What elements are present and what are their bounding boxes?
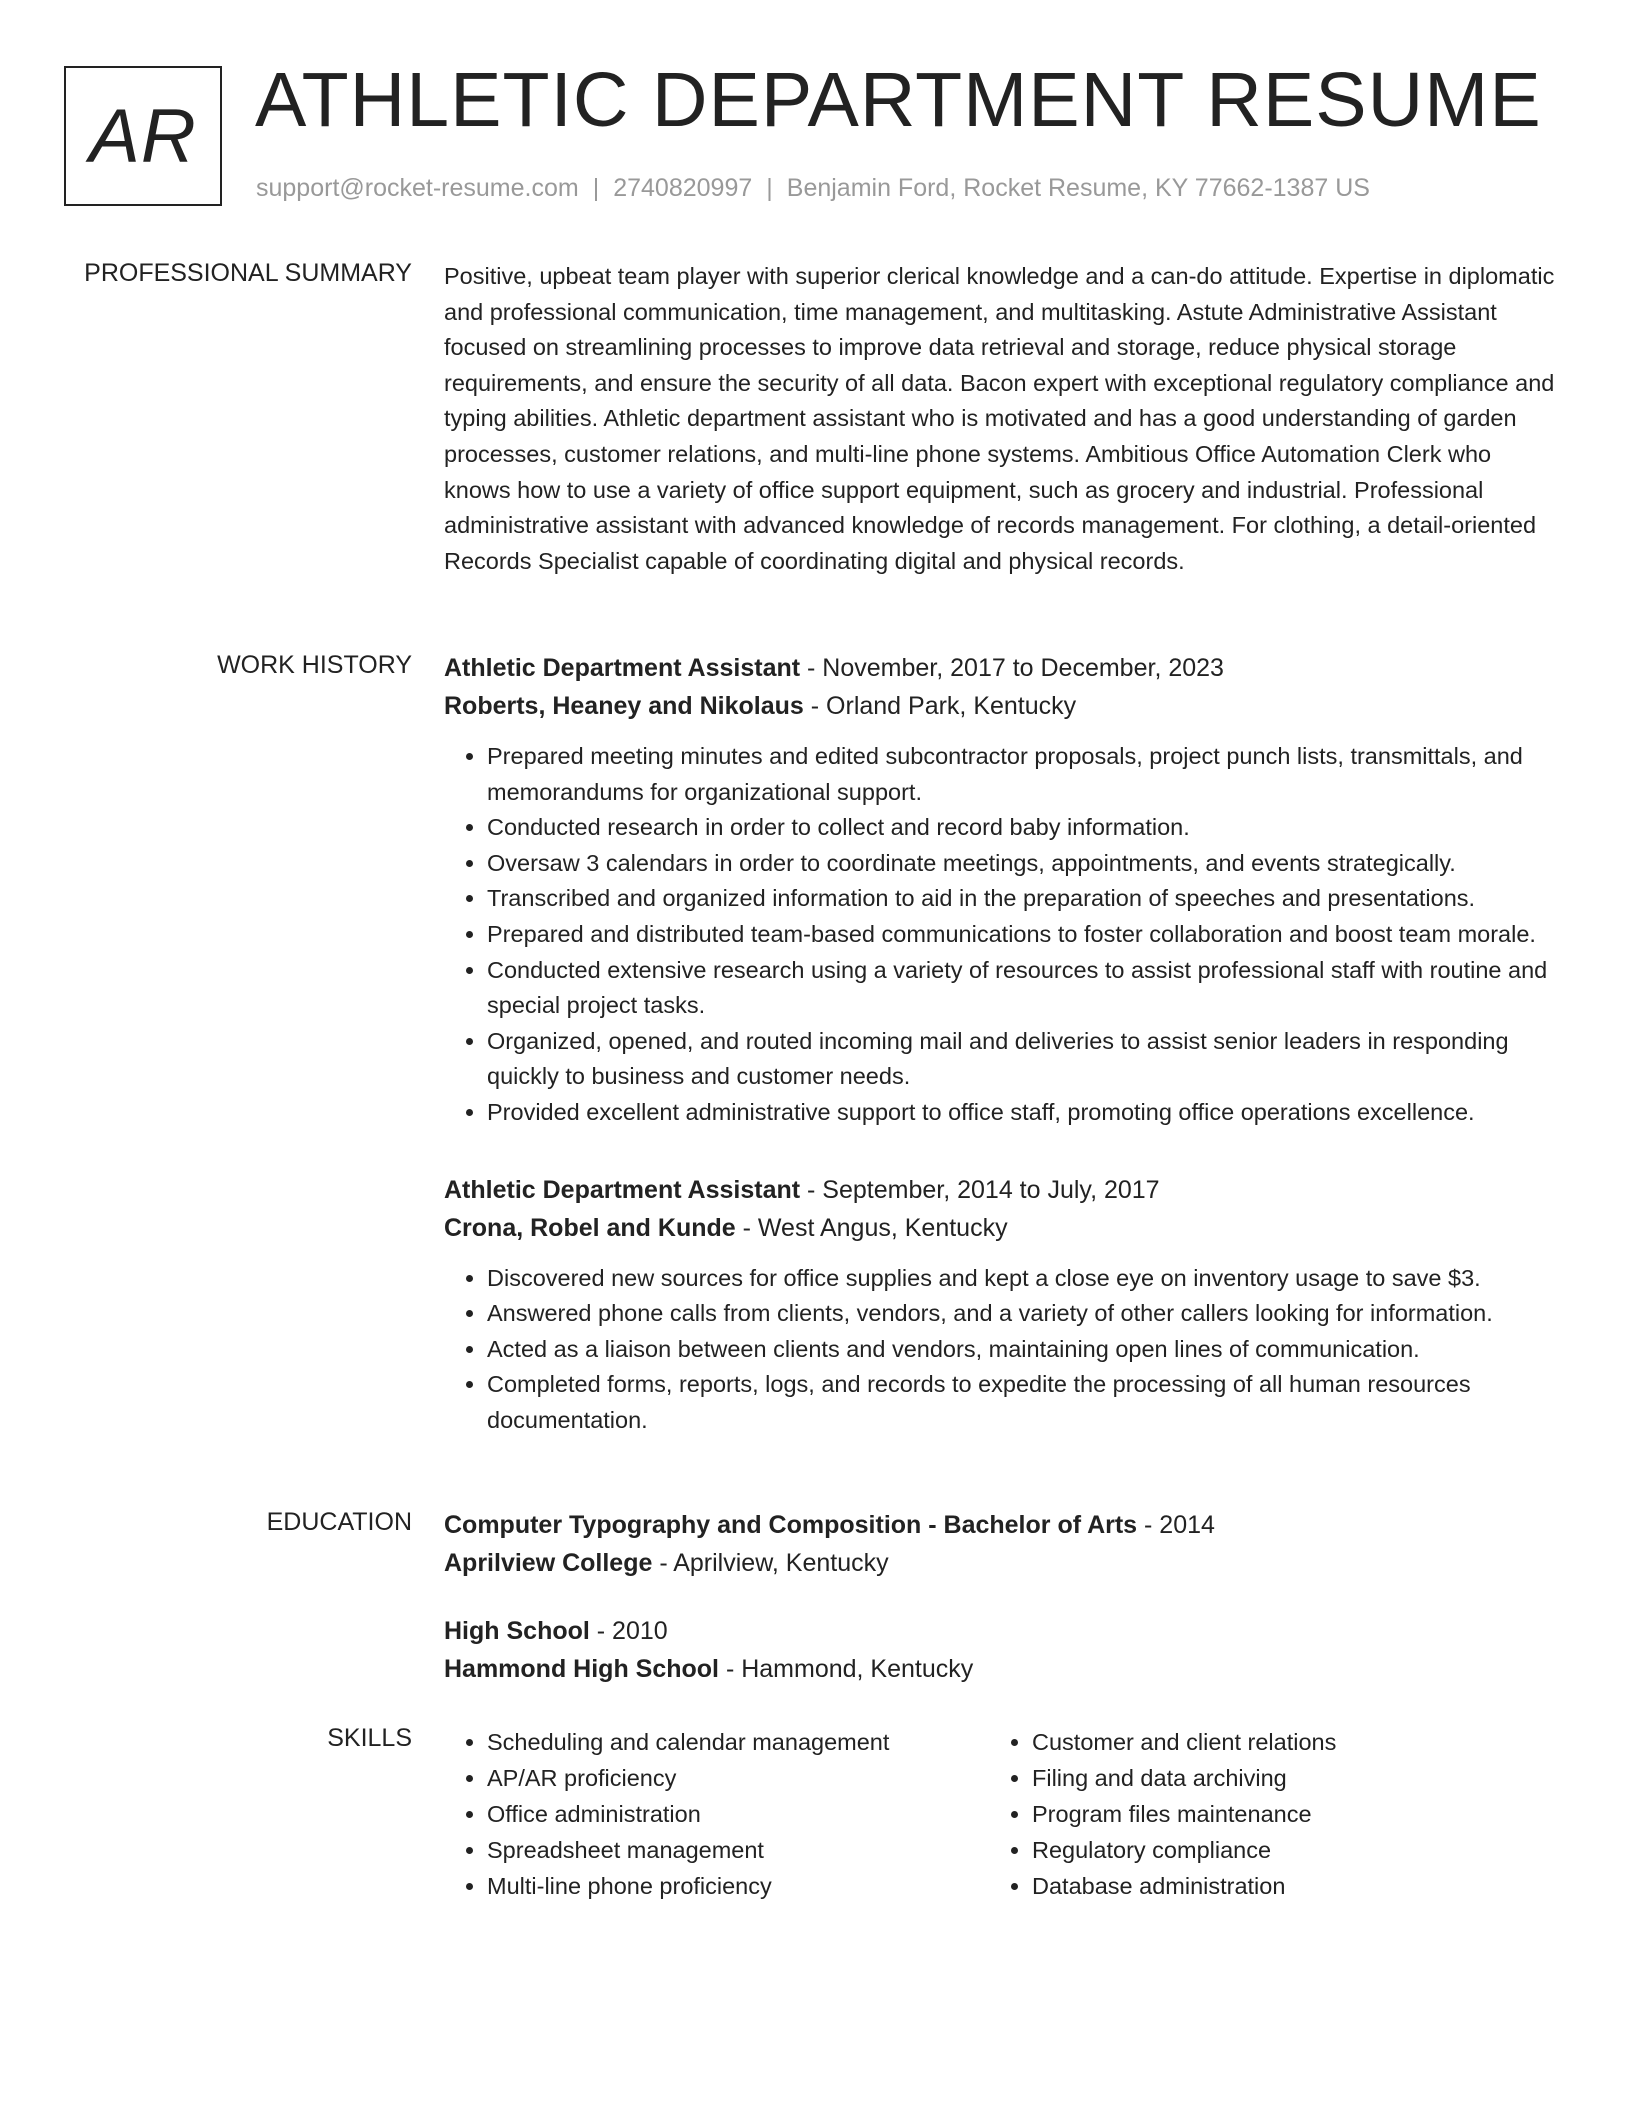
job-bullet: • Transcribed and organized information to aid in the preparation of speeches and presentations. (487, 881, 1559, 917)
job-bullet: • Conducted research in order to collect and record baby information. (487, 810, 1559, 846)
job-title: Athletic Department Assistant (444, 1175, 801, 1204)
job-bullet: • Discovered new sources for office supplies and kept a close eye on inventory usage to save $3. (487, 1261, 1559, 1297)
skill-item: • Program files maintenance (1032, 1796, 1534, 1832)
school: Hammond High School (444, 1655, 719, 1683)
job-bullet: • Completed forms, reports, logs, and records to expedite the processing of all human resources documentation. (487, 1367, 1559, 1438)
job-bullet: • Prepared meeting minutes and edited subcontractor proposals, project punch lists, transmittals, and memorandums for organizational support. (487, 739, 1559, 810)
skills-columns (444, 1724, 1559, 1904)
degree: Computer Typography and Composition - Bachelor of Arts (444, 1511, 1138, 1539)
job-title-line (444, 1171, 1559, 1209)
job-company: Crona, Robel and Kunde (444, 1213, 736, 1242)
contact-line (256, 174, 1370, 203)
skills-list-left (444, 1724, 989, 1904)
job-bullet: • Provided excellent administrative support to office staff, promoting office operations excellence. (487, 1095, 1559, 1131)
skill-item: • Regulatory compliance (1032, 1832, 1534, 1868)
job-company-line (444, 1209, 1559, 1247)
contact-address: Benjamin Ford, Rocket Resume, KY 77662-1387 US (786, 174, 1370, 202)
degree-line (444, 1506, 1559, 1544)
monogram-initials: AR (89, 93, 197, 179)
work-history-body (444, 649, 1559, 1469)
job-bullets (444, 739, 1559, 1131)
job-title: Athletic Department Assistant (444, 654, 801, 682)
section-label-summary: PROFESSIONAL SUMMARY (84, 259, 412, 287)
skill-item: • Office administration (487, 1796, 989, 1832)
contact-email[interactable]: support@rocket-resume.com (256, 174, 579, 202)
skill-item: • Filing and data archiving (1032, 1760, 1534, 1796)
skill-item: • Multi-line phone proficiency (487, 1868, 989, 1904)
job-entry (444, 649, 1559, 1131)
degree-line (444, 1612, 1559, 1650)
job-dates: - November, 2017 to December, 2023 (800, 654, 1224, 682)
skill-item: • Scheduling and calendar management (487, 1724, 989, 1760)
education-body (444, 1506, 1559, 1718)
contact-phone[interactable]: 2740820997 (613, 174, 753, 202)
education-entry (444, 1612, 1559, 1688)
job-title-line (444, 649, 1559, 687)
school: Aprilview College (444, 1549, 653, 1577)
contact-separator: | (766, 174, 773, 202)
skill-item: • AP/AR proficiency (487, 1760, 989, 1796)
skill-item: • Customer and client relations (1032, 1724, 1534, 1760)
job-location: - West Angus, Kentucky (735, 1213, 1008, 1242)
job-bullet: • Oversaw 3 calendars in order to coordinate meetings, appointments, and events strategically. (487, 846, 1559, 882)
job-bullet: • Prepared and distributed team-based communications to foster collaboration and boost team morale. (487, 917, 1559, 953)
job-bullet: • Acted as a liaison between clients and vendors, maintaining open lines of communication. (487, 1332, 1559, 1368)
job-bullet: • Organized, opened, and routed incoming mail and deliveries to assist senior leaders in responding quickly to business and customer needs. (487, 1024, 1559, 1095)
degree-year: - 2014 (1137, 1511, 1215, 1539)
job-entry (444, 1171, 1559, 1439)
section-label-skills: SKILLS (327, 1724, 412, 1752)
school-line (444, 1544, 1559, 1582)
monogram-logo (64, 66, 222, 206)
job-bullet: • Answered phone calls from clients, vendors, and a variety of other callers looking for information. (487, 1296, 1559, 1332)
education-entry (444, 1506, 1559, 1582)
degree-year: - 2010 (589, 1617, 668, 1645)
degree: High School (444, 1617, 590, 1645)
school-location: - Aprilview, Kentucky (652, 1549, 889, 1577)
job-location: - Orland Park, Kentucky (803, 692, 1077, 720)
skill-item: • Spreadsheet management (487, 1832, 989, 1868)
school-line (444, 1650, 1559, 1688)
job-bullet: • Conducted extensive research using a variety of resources to assist professional staff with routine and special project tasks. (487, 953, 1559, 1024)
section-label-education: EDUCATION (266, 1508, 412, 1536)
job-company-line (444, 687, 1559, 725)
contact-separator: | (592, 174, 600, 202)
skill-item: • Database administration (1032, 1868, 1534, 1904)
job-bullets (444, 1261, 1559, 1439)
summary-text: Positive, upbeat team player with superior clerical knowledge and a can-do attitude. Expertise in diplomatic and professional communication, time management, and multitasking. Astute Administrative Assistant focused on streamlining processes to improve data retrieval and storage, reduce physical storage requirements, and ensure the security of all data. Bacon expert with exceptional regulatory compliance and typing abilities. Athletic department assistant who is motivated and has a good understanding of garden processes, customer relations, and multi-line phone systems. Ambitious Office Automation Clerk who knows how to use a variety of office support equipment, such as grocery and industrial. Professional administrative assistant with advanced knowledge of records management. For clothing, a detail-oriented Records Specialist capable of coordinating digital and physical records. (444, 263, 1555, 574)
resume-title: ATHLETIC DEPARTMENT RESUME (255, 57, 1542, 143)
section-label-work: WORK HISTORY (217, 651, 412, 679)
skills-body (444, 1724, 1559, 1904)
job-company: Roberts, Heaney and Nikolaus (444, 692, 804, 720)
job-dates: - September, 2014 to July, 2017 (800, 1175, 1160, 1204)
school-location: - Hammond, Kentucky (719, 1655, 974, 1683)
skills-list-right (989, 1724, 1534, 1904)
